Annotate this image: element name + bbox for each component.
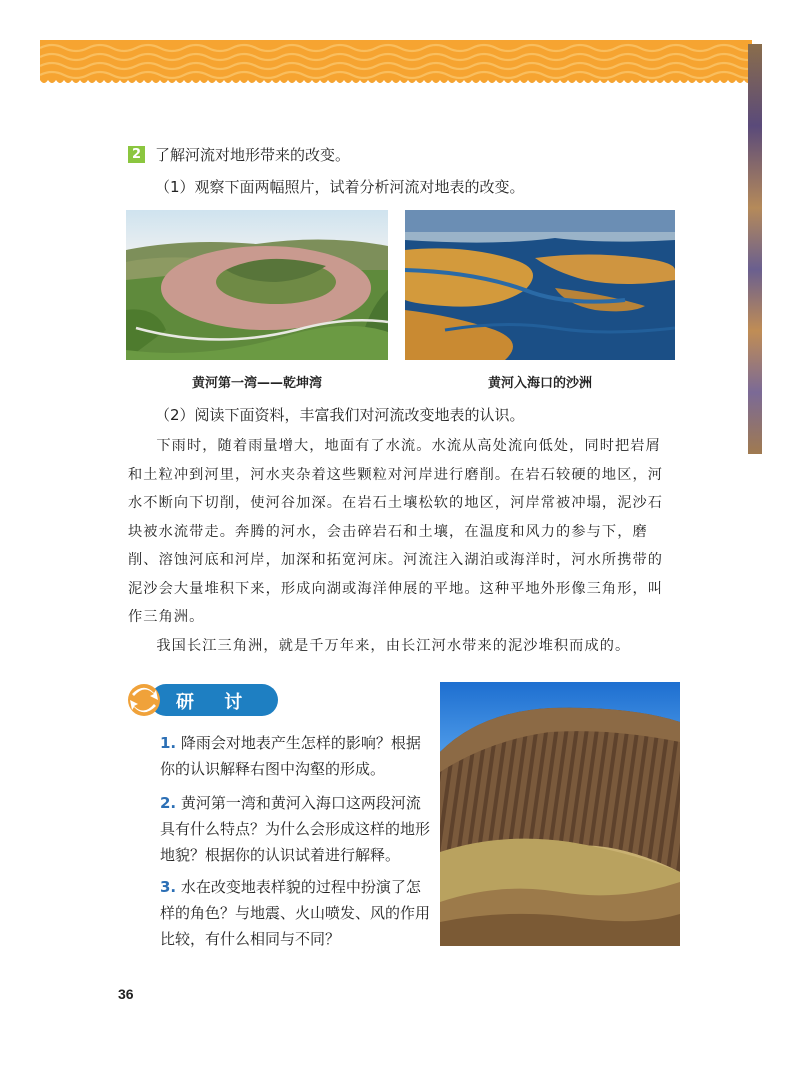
question-text: 黄河第一湾和黄河入海口这两段河流具有什么特点？为什么会形成这样的地形地貌？根据你的认识试着进行解释。 bbox=[160, 794, 431, 864]
subquestion-2: （2）阅读下面资料，丰富我们对河流改变地表的认识。 bbox=[155, 406, 525, 424]
discussion-question bbox=[160, 790, 430, 868]
question-text: 水在改变地表样貌的过程中扮演了怎样的角色？与地震、火山喷发、风的作用比较，有什么相同与不同？ bbox=[160, 878, 431, 948]
caption-river-bend: 黄河第一湾——乾坤湾 bbox=[191, 376, 322, 391]
side-image-strip bbox=[748, 44, 762, 454]
photo-river-bend bbox=[126, 210, 388, 360]
section-heading: 了解河流对地形带来的改变。 bbox=[155, 146, 351, 164]
reading-paragraph: 我国长江三角洲，就是千万年来，由长江河水带来的泥沙堆积而成的。 bbox=[156, 637, 631, 654]
reading-passage bbox=[128, 432, 676, 660]
discussion-question bbox=[160, 730, 430, 782]
question-text: 降雨会对地表产生怎样的影响？根据你的认识解释右图中沟壑的形成。 bbox=[160, 734, 421, 778]
page-number: 36 bbox=[118, 986, 134, 1002]
question-number: 1. bbox=[160, 734, 177, 752]
section-number-badge: 2 bbox=[128, 146, 145, 163]
header-banner bbox=[40, 40, 752, 86]
discussion-question bbox=[160, 874, 430, 952]
question-number: 2. bbox=[160, 794, 177, 812]
caption-river-delta: 黄河入海口的沙洲 bbox=[487, 376, 592, 391]
photo-river-delta bbox=[405, 210, 675, 360]
discussion-title: 研 讨 bbox=[176, 692, 255, 713]
subquestion-1: （1）观察下面两幅照片，试着分析河流对地表的改变。 bbox=[155, 178, 525, 196]
question-number: 3. bbox=[160, 878, 177, 896]
discussion-badge bbox=[120, 680, 280, 720]
reading-paragraph: 下雨时，随着雨量增大，地面有了水流。水流从高处流向低处，同时把岩屑和土粒冲到河里，河水夹杂着这些颗粒对河岸进行磨削。在岩石较硬的地区，河水不断向下切削，使河谷加深。在岩石土壤松软的地区，河岸常被冲塌，泥沙石块被水流带走。奔腾的河水，会击碎岩石和土壤，在温度和风力的参与下，磨削、溶蚀河底和河岸，加深和拓宽河床。河流注入湖泊或海洋时，河水所携带的泥沙会大量堆积下来，形成向湖或海洋伸展的平地。这种平地外形像三角形，叫作三角洲。 bbox=[128, 438, 664, 625]
photo-eroded-gullies bbox=[440, 682, 680, 946]
